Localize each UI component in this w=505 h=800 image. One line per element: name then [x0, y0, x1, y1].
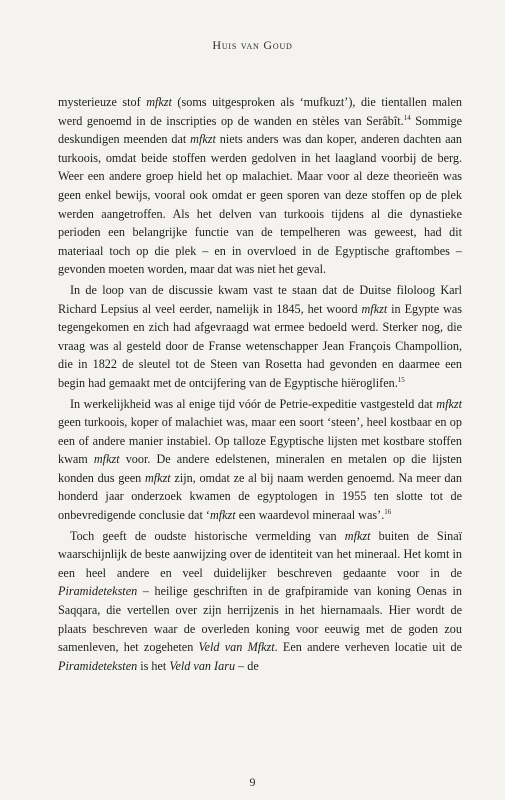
text-run: Sommige deskundigen meenden dat [58, 113, 462, 147]
text-run: – de [235, 658, 259, 673]
italic-term: Veld van Iaru [169, 658, 236, 673]
text-run: – heilige geschriften in de grafpiramide van koning Oenas in Saqqara, die vertellen over zijn herrijzenis in het hiernamaals. Hier wordt de plaats beschreven waar de overleden koning voor eeuwig met de goden zou samenleven, het zogeheten [58, 584, 462, 655]
italic-term: Veld van Mfkzt [198, 640, 275, 655]
italic-term: mfkzt [144, 470, 171, 485]
paragraph-1 [58, 93, 462, 279]
text-run: In werkelijkheid was al enige tijd vóór de Petrie-expeditie vastgesteld dat [70, 396, 437, 411]
body-text [58, 93, 462, 677]
text-run: niets anders was dan koper, anderen dachten aan turkoois, omdat beide stoffen werden gedolven in het laagland voorbij de berg. Weer een andere groep hield het op malachiet. Maar voor al deze theorieën was geen enkel bewijs, vooral ook omdat er geen sporen van deze stoffen op de plek werden aangetroffen. Als het delven van turkoois tijdens al die dynastieke perioden een belangrijke functie van de tempelheren was geweest, had dit materiaal toch op die plek – en in overvloed in de Egyptische graftombes – gevonden moeten worden, maar dat was niet het geval. [58, 132, 463, 277]
footnote-ref: 14 [403, 113, 411, 122]
text-run: in Egypte was tegengekomen en zich had afgevraagd wat ermee bedoeld werd. Sterker nog, die vraag was al gesteld door de Franse wetenschapper Jean François Champollion, die in 1822 de sleutel tot de Steen van Rosetta had gevonden en daarmee een begin had gemaakt met de ontcijfering van de Egyptische hiëroglifen. [58, 301, 462, 390]
italic-term: mfkzt [344, 528, 371, 543]
text-run: mysterieuze stof [58, 95, 147, 109]
text-run: een waardevol mineraal was’. [235, 508, 385, 523]
text-run: is het [137, 658, 170, 673]
italic-term: Piramideteksten [58, 658, 138, 673]
text-run: Toch geeft de oudste historische vermelding van [70, 528, 345, 543]
italic-term: mfkzt [361, 301, 388, 316]
paragraph-4 [58, 527, 462, 676]
page-number: 9 [249, 775, 256, 789]
text-run: voor. De andere edelstenen, mineralen en metalen op die lijsten konden dus geen [58, 452, 462, 485]
italic-term: mfkzt [93, 452, 120, 467]
running-head: Huis van Goud [212, 38, 293, 52]
italic-term: mfkzt [190, 132, 216, 147]
text-run: geen turkoois, koper of malachiet was, maar een soort ‘steen’, heel kostbaar en op een of andere manier instabiel. Op talloze Egyptische lijsten met kostbare stoffen kwam [58, 415, 462, 467]
italic-term: mfkzt [146, 95, 172, 109]
text-run: (soms uitgesproken als ‘mufkuzt’), die tientallen malen werd genoemd in de inscripties op de wanden en stèles van Serâbît. [58, 95, 462, 128]
paragraph-3 [58, 395, 462, 525]
text-run: . Een andere verheven locatie uit de [274, 640, 462, 655]
text-run: In de loop van de discussie kwam vast te staan dat de Duitse filoloog Karl Richard Lepsius al veel eerder, namelijk in 1845, het woord [58, 282, 462, 316]
paragraph-2 [58, 281, 462, 393]
italic-term: Piramideteksten [58, 584, 138, 599]
italic-term: mfkzt [436, 396, 462, 411]
text-run: buiten de Sinaï waarschijnlijk de beste aanwijzing over de identiteit van het mineraal. Het komt in een heel andere en veel duidelijker beschreven gedaante voor in de [58, 528, 462, 580]
text-run: zijn, omdat ze al bij naam werden genoemd. Na meer dan honderd jaar onderzoek kwamen de egyptologen in 1955 ten slotte tot de onbevredigende conclusie dat ‘ [58, 470, 462, 523]
footnote-ref: 15 [397, 375, 405, 384]
italic-term: mfkzt [209, 508, 236, 523]
footnote-ref: 16 [384, 508, 392, 516]
